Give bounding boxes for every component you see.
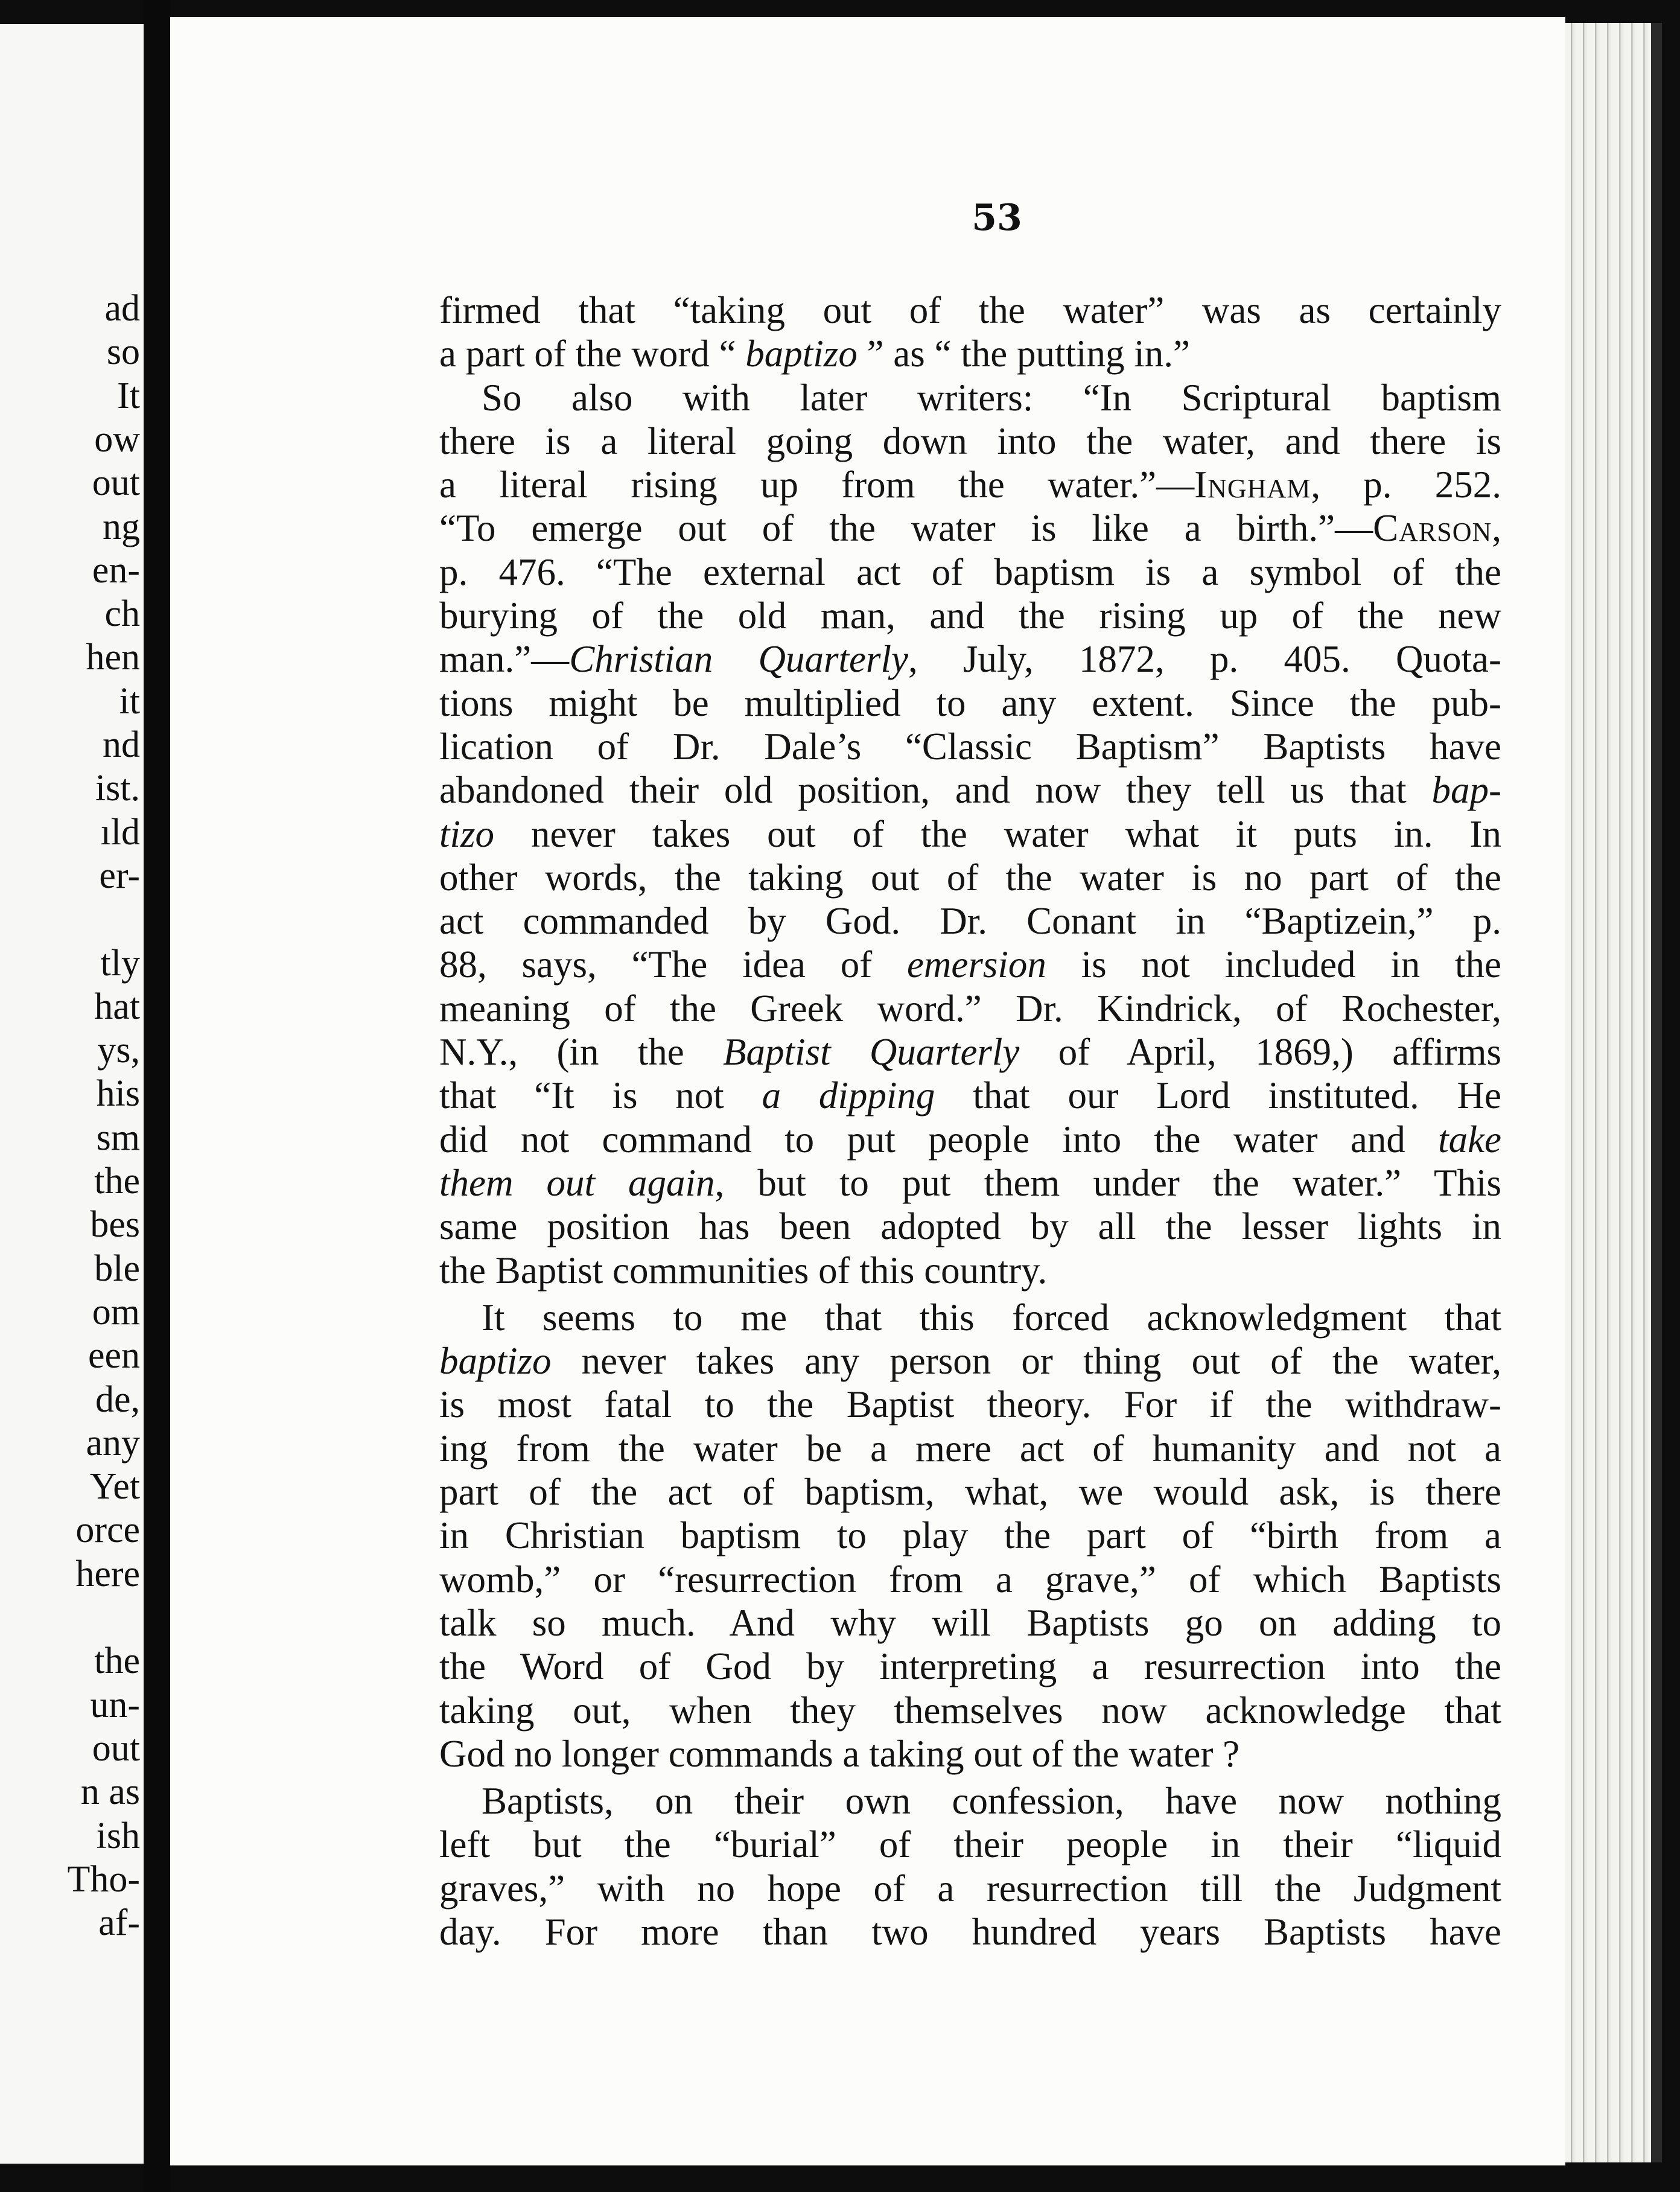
text-line: tions might be multiplied to any extent. Since the pub- <box>439 681 1501 724</box>
text-span: that “It is not <box>439 1074 762 1117</box>
left-page-fragment: his <box>96 1073 140 1115</box>
small-caps-span: Ingham <box>1194 464 1311 506</box>
left-page-fragment: tly <box>100 942 140 984</box>
text-span: a part of the word “ <box>439 333 746 375</box>
left-page-fragment: it <box>119 680 140 722</box>
text-line: So also with later writers: “In Scriptural baptism <box>482 376 1501 419</box>
text-line <box>439 1339 1501 1383</box>
italic-span: Christian Quarterly <box>569 638 908 681</box>
text-line: in Christian baptism to play the part of “birth from a <box>439 1514 1501 1557</box>
italic-span: bap- <box>1431 769 1501 812</box>
left-page-fragment: ıld <box>100 811 140 853</box>
text-line: ing from the water be a mere act of humanity and not a <box>439 1427 1501 1470</box>
left-page-fragment: hat <box>94 986 140 1027</box>
text-line: Baptists, on their own confession, have now nothing <box>482 1780 1501 1823</box>
left-page-fragment: om <box>92 1291 140 1333</box>
text-line <box>439 943 1501 986</box>
left-page-fragment: ch <box>104 593 140 635</box>
text-line: the Word of God by interpreting a resurrection into the <box>439 1645 1501 1688</box>
left-page-fragment: bes <box>90 1204 140 1246</box>
text-line: left but the “burial” of their people in their “liquid <box>439 1823 1501 1866</box>
text-line: lication of Dr. Dale’s “Classic Baptism” Baptists have <box>439 725 1501 768</box>
italic-span: take <box>1438 1118 1501 1161</box>
left-page-fragment: orce <box>75 1509 140 1551</box>
left-page-fragment: here <box>75 1553 140 1595</box>
text-span: 88, says, “The idea of <box>439 943 907 986</box>
left-page-fragment: Yet <box>89 1466 140 1508</box>
text-line: womb,” or “resurrection from a grave,” of which Baptists <box>439 1558 1501 1601</box>
left-page-fragment: ow <box>94 418 140 460</box>
text-line: day. For more than two hundred years Baptists have <box>439 1910 1501 1953</box>
text-span: that our Lord instituted. He <box>935 1074 1501 1117</box>
text-line <box>439 1118 1501 1161</box>
left-page-fragment: ist. <box>95 768 140 809</box>
text-span: never takes out of the water what it puts in. In <box>494 812 1501 855</box>
text-line: talk so much. And why will Baptists go on adding to <box>439 1601 1501 1644</box>
italic-span: baptizo <box>439 1340 552 1383</box>
left-page-fragment: un- <box>90 1684 140 1725</box>
italic-span: a dipping <box>762 1074 935 1117</box>
text-line <box>439 637 1501 681</box>
left-page-fragment: sm <box>96 1117 140 1158</box>
text-span: is not included in the <box>1046 943 1501 986</box>
left-page-fragment: ble <box>94 1247 140 1289</box>
text-span: , p. 252. <box>1311 464 1502 506</box>
small-caps-span: Carson <box>1373 507 1492 550</box>
italic-span: Baptist Quarterly <box>723 1031 1020 1074</box>
italic-span: tizo <box>439 812 495 855</box>
body-text <box>439 288 1501 1954</box>
text-line: the Baptist communities of this country. <box>439 1249 1048 1292</box>
text-line: meaning of the Greek word.” Dr. Kindrick, of Rochester, <box>439 987 1501 1030</box>
left-page-fragment: nd <box>103 724 140 765</box>
text-line <box>439 812 1501 856</box>
left-page-fragment: the <box>94 1640 140 1682</box>
left-page-fragment: ys, <box>97 1030 140 1071</box>
text-line: other words, the taking out of the water is no part of the <box>439 856 1501 899</box>
italic-span: baptizo <box>745 333 858 375</box>
left-page-fragment: en- <box>92 549 140 591</box>
text-span: , <box>1492 507 1501 550</box>
text-span: a literal rising up from the water.”— <box>439 464 1195 506</box>
text-span: man.”— <box>439 638 570 681</box>
text-line: part of the act of baptism, what, we would ask, is there <box>439 1471 1501 1514</box>
left-page-fragment: n as <box>80 1771 140 1813</box>
text-line <box>439 1161 1501 1205</box>
left-page-fragment: ad <box>104 288 140 329</box>
left-page-fragment: de, <box>95 1378 140 1420</box>
text-line: p. 476. “The external act of baptism is a symbol of the <box>439 550 1501 593</box>
text-span: ” as “ the putting in.” <box>857 333 1190 375</box>
left-page-fragment: any <box>86 1422 140 1464</box>
book-page <box>170 17 1565 2165</box>
text-line: taking out, when they themselves now acknowledge that <box>439 1689 1501 1732</box>
book-gutter <box>144 0 170 2192</box>
text-line: graves,” with no hope of a resurrection till the Judgment <box>439 1867 1501 1910</box>
text-line: same position has been adopted by all the lesser lights in <box>439 1205 1501 1248</box>
text-line: God no longer commands a taking out of the water ? <box>439 1732 1240 1775</box>
page-edges <box>1565 23 1662 2162</box>
left-page-fragment: It <box>117 375 140 416</box>
text-span: , July, 1872, p. 405. Quota- <box>908 638 1502 681</box>
left-page-fragment: out <box>92 462 140 504</box>
text-span: , but to put them under the water.” This <box>714 1161 1501 1204</box>
left-page-fragment: er- <box>99 855 140 896</box>
text-span: of April, 1869,) affirms <box>1019 1031 1501 1074</box>
text-span: abandoned their old position, and now they tell us that <box>439 769 1432 812</box>
text-line <box>439 768 1501 812</box>
text-line: firmed that “taking out of the water” was as certainly <box>439 289 1501 331</box>
text-line: is most fatal to the Baptist theory. For if the withdraw- <box>439 1383 1501 1426</box>
text-line <box>439 463 1501 506</box>
left-page-fragment: af- <box>98 1902 140 1944</box>
left-page-fragment: the <box>94 1161 140 1202</box>
italic-span: them out again <box>439 1161 715 1204</box>
text-line: It seems to me that this forced acknowledgment that <box>482 1296 1501 1339</box>
text-span: “To emerge out of the water is like a birth.”— <box>439 507 1373 550</box>
text-line <box>439 332 1501 375</box>
italic-span: emersion <box>906 943 1046 986</box>
left-page-fragment: out <box>92 1727 140 1769</box>
left-page-fragment: so <box>106 331 140 373</box>
left-page-fragment: een <box>88 1335 140 1377</box>
text-line <box>439 1074 1501 1117</box>
text-line: act commanded by God. Dr. Conant in “Baptizein,” p. <box>439 900 1501 943</box>
facing-page-left <box>0 24 144 2164</box>
text-span: never takes any person or thing out of the water, <box>551 1340 1501 1383</box>
left-page-fragment: ng <box>103 506 140 547</box>
left-page-fragment: Tho- <box>67 1858 140 1900</box>
page-number: 53 <box>972 197 1022 239</box>
left-page-fragment: ish <box>96 1815 140 1856</box>
left-page-fragment: hen <box>86 637 140 678</box>
text-line: burying of the old man, and the rising up of the new <box>439 594 1501 637</box>
text-line <box>439 1030 1501 1074</box>
text-line <box>439 506 1501 550</box>
text-span: did not command to put people into the water and <box>439 1118 1439 1161</box>
text-span: N.Y., (in the <box>439 1031 724 1074</box>
text-line: there is a literal going down into the water, and there is <box>439 419 1501 462</box>
